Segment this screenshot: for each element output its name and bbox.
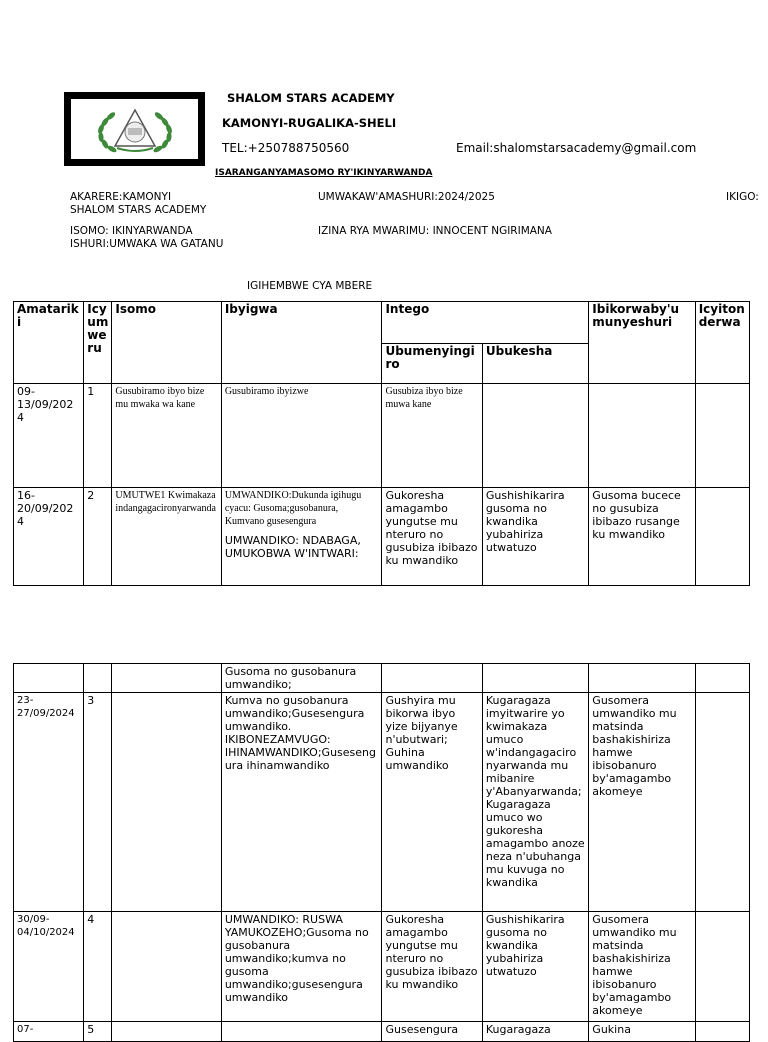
header-topic: Isomo — [112, 302, 221, 384]
cell-content: Kumva no gusobanura umwandiko;Gusesengura umwandiko. IKIBONEZAMVUGO: IHINAMWANDIKO;Gusesengura ihinamwandiko — [221, 693, 382, 912]
cell-skills: Gushishikarira gusoma no kwandika yubahiriza utwatuzo — [482, 912, 588, 1022]
header-objectives: Intego — [382, 302, 589, 344]
ikigo-label: IKIGO: — [726, 191, 759, 203]
cell-dates: 23-27/09/2024 — [14, 693, 84, 912]
cell-content-group — [221, 488, 382, 586]
document-title: ISARANGANYAMASOMO RY'IKINYARWANDA — [215, 168, 433, 178]
school-email: Email:shalomstarsacademy@gmail.com — [456, 141, 697, 155]
school-logo — [64, 92, 205, 166]
cell-skills: Kugaragaza — [482, 1022, 588, 1042]
table-row — [14, 384, 750, 488]
header-activities: Ibikorwaby'u munyeshuri — [589, 302, 695, 384]
term-title: IGIHEMBWE CYA MBERE — [247, 280, 373, 292]
cell-week: 5 — [84, 1022, 112, 1042]
cell-skills — [482, 384, 588, 488]
cell-knowledge: Gusesengura — [382, 1022, 482, 1042]
district-label: AKARERE:KAMONYI — [70, 191, 172, 203]
cell-week: 4 — [84, 912, 112, 1022]
cell-knowledge: Gusubiza ibyo bize muwa kane — [382, 384, 482, 488]
cell-skills: Kugaragaza imyitwarire yo kwimakaza umuco w'indangagaciro nyarwanda mu mibanire y'Abanyarwanda;Kugaragaza umuco wo gukoresha amagambo anoze neza n'ubuhanga mu kuvuga no kwandika — [482, 693, 588, 912]
subject-class-block — [70, 225, 223, 251]
cell-week — [84, 664, 112, 693]
cell-week: 1 — [84, 384, 112, 488]
school-phone: TEL:+250788750560 — [222, 141, 350, 155]
cell-dates: 07- — [14, 1022, 84, 1042]
cell-dates — [14, 664, 84, 693]
header-skills: Ubukesha — [482, 344, 588, 384]
header-observations: Icyitonderwa — [695, 302, 749, 384]
header-week: Icyumweru — [84, 302, 112, 384]
cell-dates: 30/09-04/10/2024 — [14, 912, 84, 1022]
header-content: Ibyigwa — [221, 302, 382, 384]
table-row — [14, 488, 750, 586]
cell-activities — [589, 384, 695, 488]
cell-observations — [695, 912, 749, 1022]
cell-skills: Gushishikarira gusoma no kwandika yubahiriza utwatuzo — [482, 488, 588, 586]
header-dates: Amatariki — [14, 302, 84, 384]
cell-week: 3 — [84, 693, 112, 912]
cell-knowledge: Gukoresha amagambo yungutse mu nteruro no gusubiza ibibazo ku mwandiko — [382, 488, 482, 586]
cell-topic — [112, 664, 221, 693]
cell-skills — [482, 664, 588, 693]
school-location: KAMONYI-RUGALIKA-SHELI — [222, 116, 397, 130]
cell-content: Gusubiramo ibyizwe — [221, 384, 382, 488]
cell-knowledge: Gushyira mu bikorwa ibyo yize bijyanye n'ubutwari; Guhina umwandiko — [382, 693, 482, 912]
table-row — [14, 912, 750, 1022]
academic-year: UMWAKAW'AMASHURI:2024/2025 — [318, 191, 495, 203]
school-name: SHALOM STARS ACADEMY — [227, 91, 395, 105]
school-label: SHALOM STARS ACADEMY — [70, 204, 207, 216]
class-label: ISHURI:UMWAKA WA GATANU — [70, 238, 224, 250]
cell-topic: Gusubiramo ibyo bize mu mwaka wa kane — [112, 384, 221, 488]
cell-content-extra: UMWANDIKO: NDABAGA, UMUKOBWA W'INTWARI: — [224, 534, 361, 560]
subject-label: ISOMO: IKINYARWANDA — [70, 225, 193, 237]
scheme-table-page2 — [13, 663, 750, 1042]
cell-activities — [589, 664, 695, 693]
cell-knowledge — [382, 664, 482, 693]
cell-topic — [112, 693, 221, 912]
cell-observations — [695, 488, 749, 586]
table-row — [14, 1022, 750, 1042]
cell-topic — [112, 912, 221, 1022]
cell-content: Gusoma no gusobanura umwandiko; — [221, 664, 382, 693]
cell-topic: UMUTWE1 Kwimakaza indangagacironyarwanda — [112, 488, 221, 586]
scheme-table-page1 — [13, 301, 750, 586]
cell-activities: Gukina — [589, 1022, 695, 1042]
teacher-name: IZINA RYA MWARIMU: INNOCENT NGIRIMANA — [318, 225, 552, 237]
cell-week: 2 — [84, 488, 112, 586]
cell-observations — [695, 384, 749, 488]
cell-knowledge: Gukoresha amagambo yungutse mu nteruro no gusubiza ibibazo ku mwandiko — [382, 912, 482, 1022]
cell-activities: Gusomera umwandiko mu matsinda bashakishiriza hamwe ibisobanuro by'amagambo akomeye — [589, 693, 695, 912]
cell-topic — [112, 1022, 221, 1042]
cell-content: UMWANDIKO:Dukunda igihugu cyacu: Gusoma;gusobanura, Kumvano gusesengura — [224, 490, 362, 527]
cell-observations — [695, 693, 749, 912]
cell-observations — [695, 1022, 749, 1042]
cell-activities: Gusoma bucece no gusubiza ibibazo rusange ku mwandiko — [589, 488, 695, 586]
table-row — [14, 693, 750, 912]
cell-observations — [695, 664, 749, 693]
table-row — [14, 664, 750, 693]
cell-content — [221, 1022, 382, 1042]
cell-activities: Gusomera umwandiko mu matsinda bashakishiriza hamwe ibisobanuro by'amagambo akomeye — [589, 912, 695, 1022]
cell-dates: 09-13/09/2024 — [14, 384, 84, 488]
cell-dates: 16-20/09/2024 — [14, 488, 84, 586]
district-school-block — [70, 191, 206, 217]
laurel-emblem-icon — [75, 102, 195, 156]
header-knowledge: Ubumenyingiro — [382, 344, 482, 384]
cell-content: UMWANDIKO: RUSWA YAMUKOZEHO;Gusoma no gusobanura umwandiko;kumva no gusoma umwandiko;gusesengura umwandiko — [221, 912, 382, 1022]
